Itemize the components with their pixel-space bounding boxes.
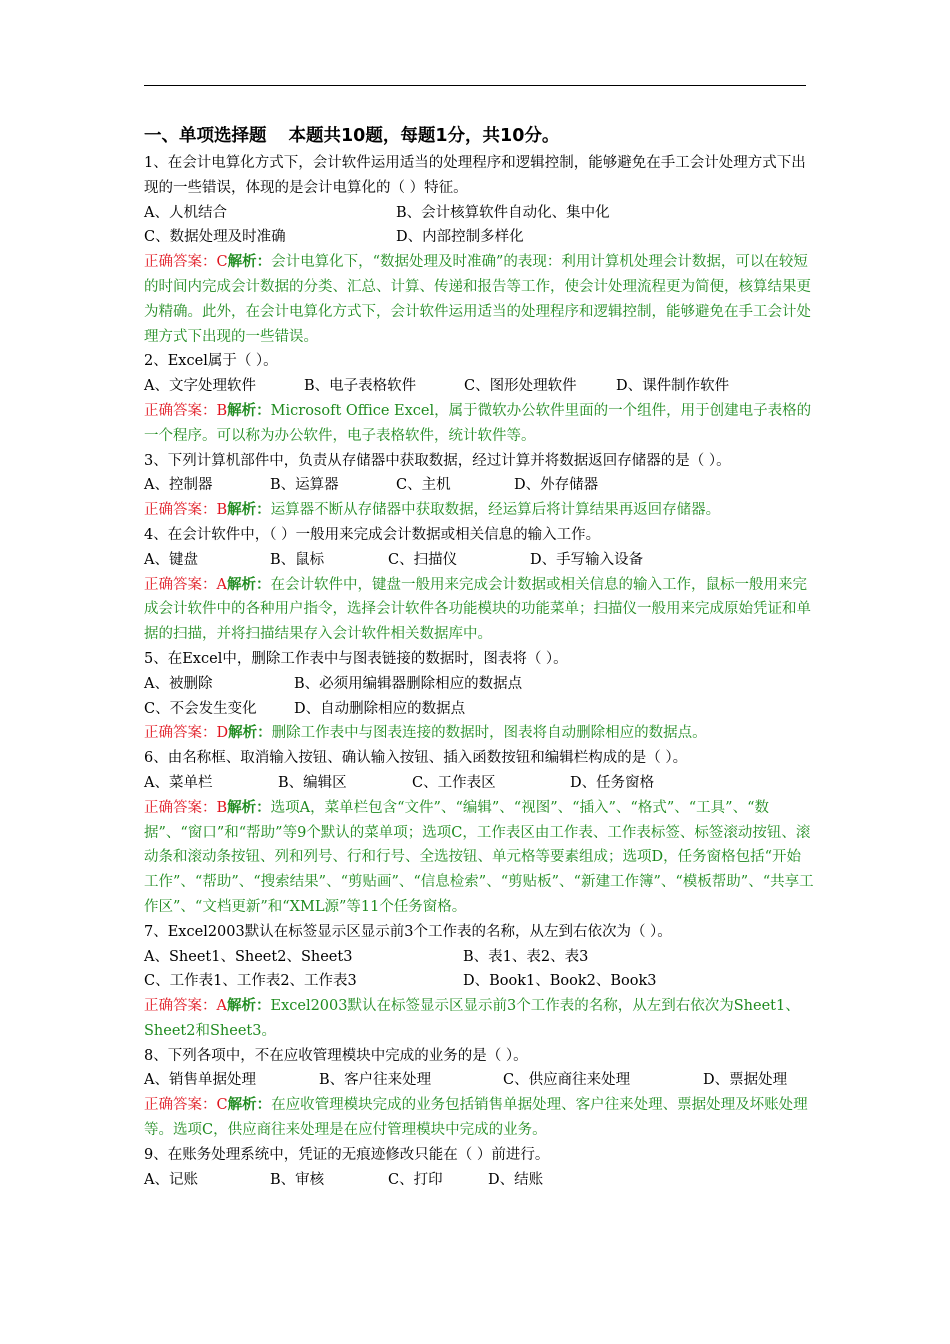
answer-label: 正确答案：A (144, 998, 227, 1015)
question-block (144, 523, 814, 647)
answer-label: 正确答案：C (144, 254, 228, 271)
analysis-text: 在会计软件中，键盘一般用来完成会计数据或相关信息的输入工作，鼠标一般用来完成会计软件中的各种用户指令，选择会计软件各功能模块的功能菜单；扫描仪一般用来完成原始凭证和单据的扫描，并将扫描结果存入会计软件相关数据库中。 (144, 576, 811, 643)
option-d: D、内部控制多样化 (396, 229, 524, 246)
option-row (144, 201, 814, 226)
option-c: C、不会发生变化 (144, 700, 257, 717)
answer-label: 正确答案：C (144, 1097, 228, 1114)
option-c: C、主机 (396, 477, 451, 494)
question-text: 3、下列计算机部件中，负责从存储器中获取数据，经过计算并将数据返回存储器的是（ ）。 (144, 452, 731, 469)
section-heading (144, 122, 814, 150)
answer-analysis (144, 721, 814, 746)
document-content (144, 122, 814, 1192)
option-row (144, 1168, 814, 1193)
answer-analysis (144, 994, 814, 1044)
option-row (144, 374, 814, 399)
option-row (144, 969, 814, 994)
question-block (144, 1044, 814, 1143)
option-row (144, 697, 814, 722)
analysis-label: 解析： (228, 724, 272, 742)
option-c: C、数据处理及时准确 (144, 229, 286, 246)
analysis-label: 解析： (226, 997, 271, 1015)
question-block (144, 1143, 814, 1193)
option-a: A、文字处理软件 (144, 378, 256, 395)
option-row (144, 225, 814, 250)
option-row (144, 672, 814, 697)
option-b: B、编辑区 (278, 774, 347, 791)
option-a: A、被删除 (144, 675, 213, 692)
option-d: D、课件制作软件 (616, 378, 730, 395)
option-d: D、结账 (488, 1171, 544, 1188)
option-row (144, 473, 814, 498)
analysis-label: 解析： (227, 253, 272, 271)
analysis-label: 解析： (227, 401, 271, 419)
question-block (144, 647, 814, 746)
option-c: C、工作表区 (412, 774, 496, 791)
option-c: C、打印 (388, 1171, 443, 1188)
option-a: A、销售单据处理 (144, 1072, 256, 1089)
question-text: 8、下列各项中，不在应收管理模块中完成的业务的是（ ）。 (144, 1047, 528, 1064)
option-d: D、Book1、Book2、Book3 (463, 973, 657, 990)
answer-analysis (144, 250, 814, 349)
question-text: 6、由名称框、取消输入按钮、确认输入按钮、插入函数按钮和编辑栏构成的是（ ）。 (144, 750, 688, 767)
option-row (144, 1068, 814, 1093)
analysis-text: 选项A，菜单栏包含“文件”、“编辑”、“视图”、“插入”、“格式”、“工具”、“数据”、“窗口”和“帮助”等9个默认的菜单项；选项C，工作表区由工作表、工作表标签、标签滚动按钮、滚动条和滚动条按钮、列和列号、行和行号、全选按钮、单元格等要素组成；选项D，任务窗格包括“开始工作”、“帮助”、“搜索结果”、“剪贴画”、“信息检索”、“剪贴板”、“新建工作簿”、“模板帮助”、“共享工作区”、“文档更新”和“XML源”等11个任务窗格。 (144, 799, 814, 915)
option-b: B、审核 (270, 1171, 325, 1188)
analysis-label: 解析： (227, 798, 271, 816)
option-d: D、任务窗格 (570, 774, 655, 791)
option-row (144, 548, 814, 573)
option-d: D、票据处理 (703, 1072, 788, 1089)
option-row (144, 771, 814, 796)
analysis-label: 解析： (226, 575, 271, 593)
option-c: C、工作表1、工作表2、工作表3 (144, 973, 357, 990)
question-text: 4、在会计软件中，（ ）一般用来完成会计数据或相关信息的输入工作。 (144, 526, 601, 543)
answer-label: 正确答案：D (144, 725, 229, 742)
option-b: B、运算器 (270, 477, 339, 494)
question-block (144, 349, 814, 448)
option-row (144, 945, 814, 970)
answer-label: 正确答案：B (144, 402, 228, 419)
section-info: 本题共10题，每题1分，共10分。 (288, 126, 560, 146)
option-a: A、记账 (144, 1171, 198, 1188)
option-c: C、扫描仪 (388, 551, 458, 568)
option-a: A、Sheet1、Sheet2、Sheet3 (144, 948, 353, 965)
option-a: A、菜单栏 (144, 774, 213, 791)
question-text: 9、在账务处理系统中，凭证的无痕迹修改只能在（ ）前进行。 (144, 1146, 550, 1163)
answer-label: 正确答案：B (144, 502, 228, 519)
section-title: 一、单项选择题 (144, 126, 267, 146)
question-block (144, 920, 814, 1044)
option-b: B、必须用编辑器删除相应的数据点 (294, 675, 523, 692)
question-text: 7、Excel2003默认在标签显示区显示前3个工作表的名称，从左到右依次为（ ）。 (144, 923, 672, 940)
option-d: D、自动删除相应的数据点 (294, 700, 466, 717)
option-b: B、客户往来处理 (319, 1072, 432, 1089)
option-a: A、人机结合 (144, 204, 227, 221)
option-b: B、会计核算软件自动化、集中化 (396, 204, 610, 221)
analysis-text: 在应收管理模块完成的业务包括销售单据处理、客户往来处理、票据处理及坏账处理等。选项C，供应商往来处理是在应付管理模块中完成的业务。 (144, 1097, 808, 1139)
analysis-label: 解析： (227, 501, 271, 519)
option-b: B、表1、表2、表3 (463, 948, 589, 965)
analysis-text: 运算器不断从存储器中获取数据，经运算后将计算结果再返回存储器。 (270, 502, 721, 519)
answer-label: 正确答案：B (144, 799, 228, 816)
question-block (144, 151, 814, 349)
option-b: B、鼠标 (270, 551, 325, 568)
answer-analysis (144, 498, 814, 523)
option-c: C、供应商往来处理 (503, 1072, 631, 1089)
answer-label: 正确答案：A (144, 576, 227, 593)
option-c: C、图形处理软件 (464, 378, 577, 395)
option-a: A、控制器 (144, 477, 213, 494)
analysis-text: 会计电算化下，“数据处理及时准确”的表现：利用计算机处理会计数据，可以在较短的时间内完成会计数据的分类、汇总、计算、传递和报告等工作，使会计处理流程更为简便，核算结果更为精确。此外，在会计电算化方式下，会计软件运用适当的处理程序和逻辑控制，能够避免在手工会计处理方式下出现的一些错误。 (144, 254, 811, 345)
question-text: 1、在会计电算化方式下，会计软件运用适当的处理程序和逻辑控制，能够避免在手工会计处理方式下出现的一些错误，体现的是会计电算化的（ ）特征。 (144, 155, 806, 196)
question-block (144, 449, 814, 523)
header-rule (144, 85, 806, 86)
option-d: D、手写输入设备 (530, 551, 644, 568)
option-a: A、键盘 (144, 551, 198, 568)
answer-analysis (144, 399, 814, 449)
option-b: B、电子表格软件 (304, 378, 417, 395)
question-text: 2、Excel属于（ ）。 (144, 353, 278, 370)
analysis-label: 解析： (227, 1096, 272, 1114)
answer-analysis (144, 573, 814, 647)
analysis-text: Microsoft Office Excel，属于微软办公软件里面的一个组件，用于创建电子表格的一个程序。可以称为办公软件，电子表格软件，统计软件等。 (144, 402, 812, 444)
question-block (144, 746, 814, 920)
analysis-text: 删除工作表中与图表连接的数据时，图表将自动删除相应的数据点。 (271, 725, 707, 742)
analysis-text: Excel2003默认在标签显示区显示前3个工作表的名称，从左到右依次为Sheet1、Sheet2和Sheet3。 (144, 998, 800, 1039)
answer-analysis (144, 1093, 814, 1143)
option-d: D、外存储器 (514, 477, 599, 494)
question-text: 5、在Excel中，删除工作表中与图表链接的数据时，图表将（ ）。 (144, 650, 568, 667)
answer-analysis (144, 796, 814, 920)
